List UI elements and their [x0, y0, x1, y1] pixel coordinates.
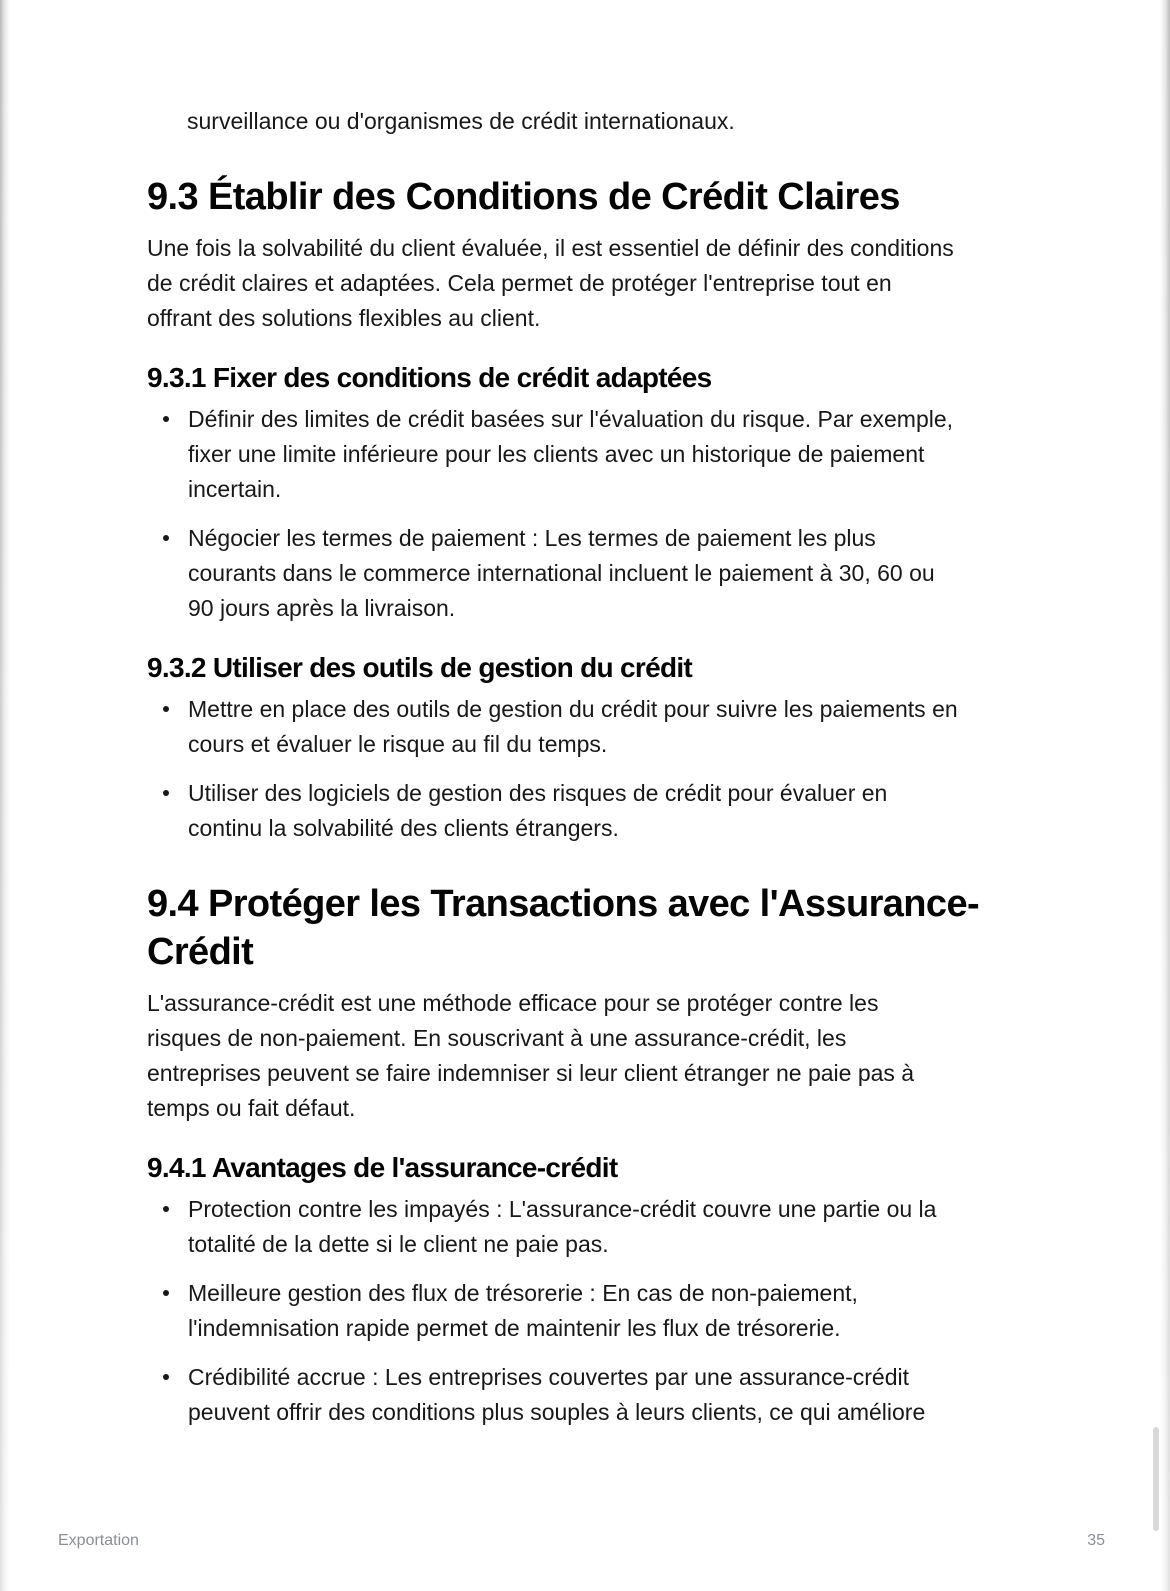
text-line: 9.4 Protéger les Transactions avec l'Assurance- [147, 883, 980, 925]
text-line: risques de non-paiement. En souscrivant à une assurance-crédit, les [147, 1025, 847, 1051]
bullet-marker [163, 706, 169, 712]
list-item [147, 402, 1017, 507]
heading-9-3-2 [147, 648, 1017, 688]
text-line: peuvent offrir des conditions plus souples à leurs clients, ce qui améliore [188, 1399, 926, 1425]
text-line: continu la solvabilité des clients étrangers. [188, 815, 619, 841]
text-line: Crédibilité accrue : Les entreprises couvertes par une assurance-crédit [188, 1364, 910, 1390]
text-line: 9.3.1 Fixer des conditions de crédit adaptées [147, 362, 712, 393]
text-line: de crédit claires et adaptées. Cela permet de protéger l'entreprise tout en [147, 270, 892, 296]
text-line: entreprises peuvent se faire indemniser si leur client étranger ne paie pas à [147, 1060, 915, 1086]
bullet-marker [163, 790, 169, 796]
para-9-3-intro [147, 231, 1017, 336]
footer-page-number: 35 [1087, 1532, 1105, 1549]
text-line: offrant des solutions flexibles au client. [147, 305, 541, 331]
text-line: 9.3 Établir des Conditions de Crédit Claires [147, 176, 900, 218]
list-item-text [188, 1192, 936, 1262]
text-line: cours et évaluer le risque au fil du temps. [188, 731, 608, 757]
bullet-marker [163, 535, 169, 541]
heading-9-3-1 [147, 358, 1017, 398]
text-line: Une fois la solvabilité du client évaluée, il est essentiel de définir des conditions [147, 235, 954, 261]
list-item [147, 1192, 1017, 1262]
bullet-marker [163, 1206, 169, 1212]
text-line: incertain. [188, 476, 282, 502]
list-item-text [188, 692, 958, 762]
text-line: Définir des limites de crédit basées sur l'évaluation du risque. Par exemple, [188, 406, 954, 432]
list-9-3-2 [147, 692, 1017, 846]
text-line: courants dans le commerce international incluent le paiement à 30, 60 ou [188, 560, 935, 586]
bullet-marker [163, 1374, 169, 1380]
page-edge-left-shadow [0, 0, 10, 1591]
page-edge-right-shadow [1160, 0, 1170, 1591]
para-9-4-intro [147, 986, 1017, 1126]
list-item [147, 692, 1017, 762]
list-item-text [188, 1360, 925, 1430]
heading-9-4 [147, 880, 1017, 976]
text-line: Mettre en place des outils de gestion du crédit pour suivre les paiements en [188, 696, 958, 722]
text-line: 90 jours après la livraison. [188, 595, 456, 621]
text-line: 9.3.2 Utiliser des outils de gestion du crédit [147, 652, 693, 683]
list-item [147, 1360, 1017, 1430]
text-line: L'assurance-crédit est une méthode efficace pour se protéger contre les [147, 990, 879, 1016]
text-line: Utiliser des logiciels de gestion des risques de crédit pour évaluer en [188, 780, 888, 806]
list-item-text [188, 776, 887, 846]
text-line: l'indemnisation rapide permet de maintenir les flux de trésorerie. [188, 1315, 841, 1341]
page-footer [58, 1531, 1105, 1551]
list-item [147, 521, 1017, 626]
text-line: Meilleure gestion des flux de trésorerie : En cas de non-paiement, [188, 1280, 858, 1306]
text-line: Crédit [147, 931, 254, 973]
list-9-3-1 [147, 402, 1017, 626]
list-item-text [188, 1276, 858, 1346]
list-item [147, 776, 1017, 846]
list-item-text [188, 402, 953, 507]
text-line: temps ou fait défaut. [147, 1095, 356, 1121]
continued-bullet-line [147, 104, 1017, 139]
text-line: Protection contre les impayés : L'assurance-crédit couvre une partie ou la [188, 1196, 937, 1222]
text-line: surveillance ou d'organismes de crédit internationaux. [187, 108, 735, 134]
text-line: totalité de la dette si le client ne paie pas. [188, 1231, 609, 1257]
bullet-marker [163, 1290, 169, 1296]
text-line: 9.4.1 Avantages de l'assurance-crédit [147, 1152, 618, 1183]
text-line: fixer une limite inférieure pour les clients avec un historique de paiement [188, 441, 925, 467]
heading-9-4-1 [147, 1148, 1017, 1188]
text-line: Négocier les termes de paiement : Les termes de paiement les plus [188, 525, 876, 551]
footer-doc-title: Exportation [58, 1532, 139, 1549]
scrollbar-thumb[interactable] [1153, 1427, 1159, 1531]
heading-9-3 [147, 173, 1017, 221]
list-item-text [188, 521, 935, 626]
document-body [147, 104, 1017, 1430]
bullet-marker [163, 416, 169, 422]
list-item [147, 1276, 1017, 1346]
list-9-4-1 [147, 1192, 1017, 1430]
